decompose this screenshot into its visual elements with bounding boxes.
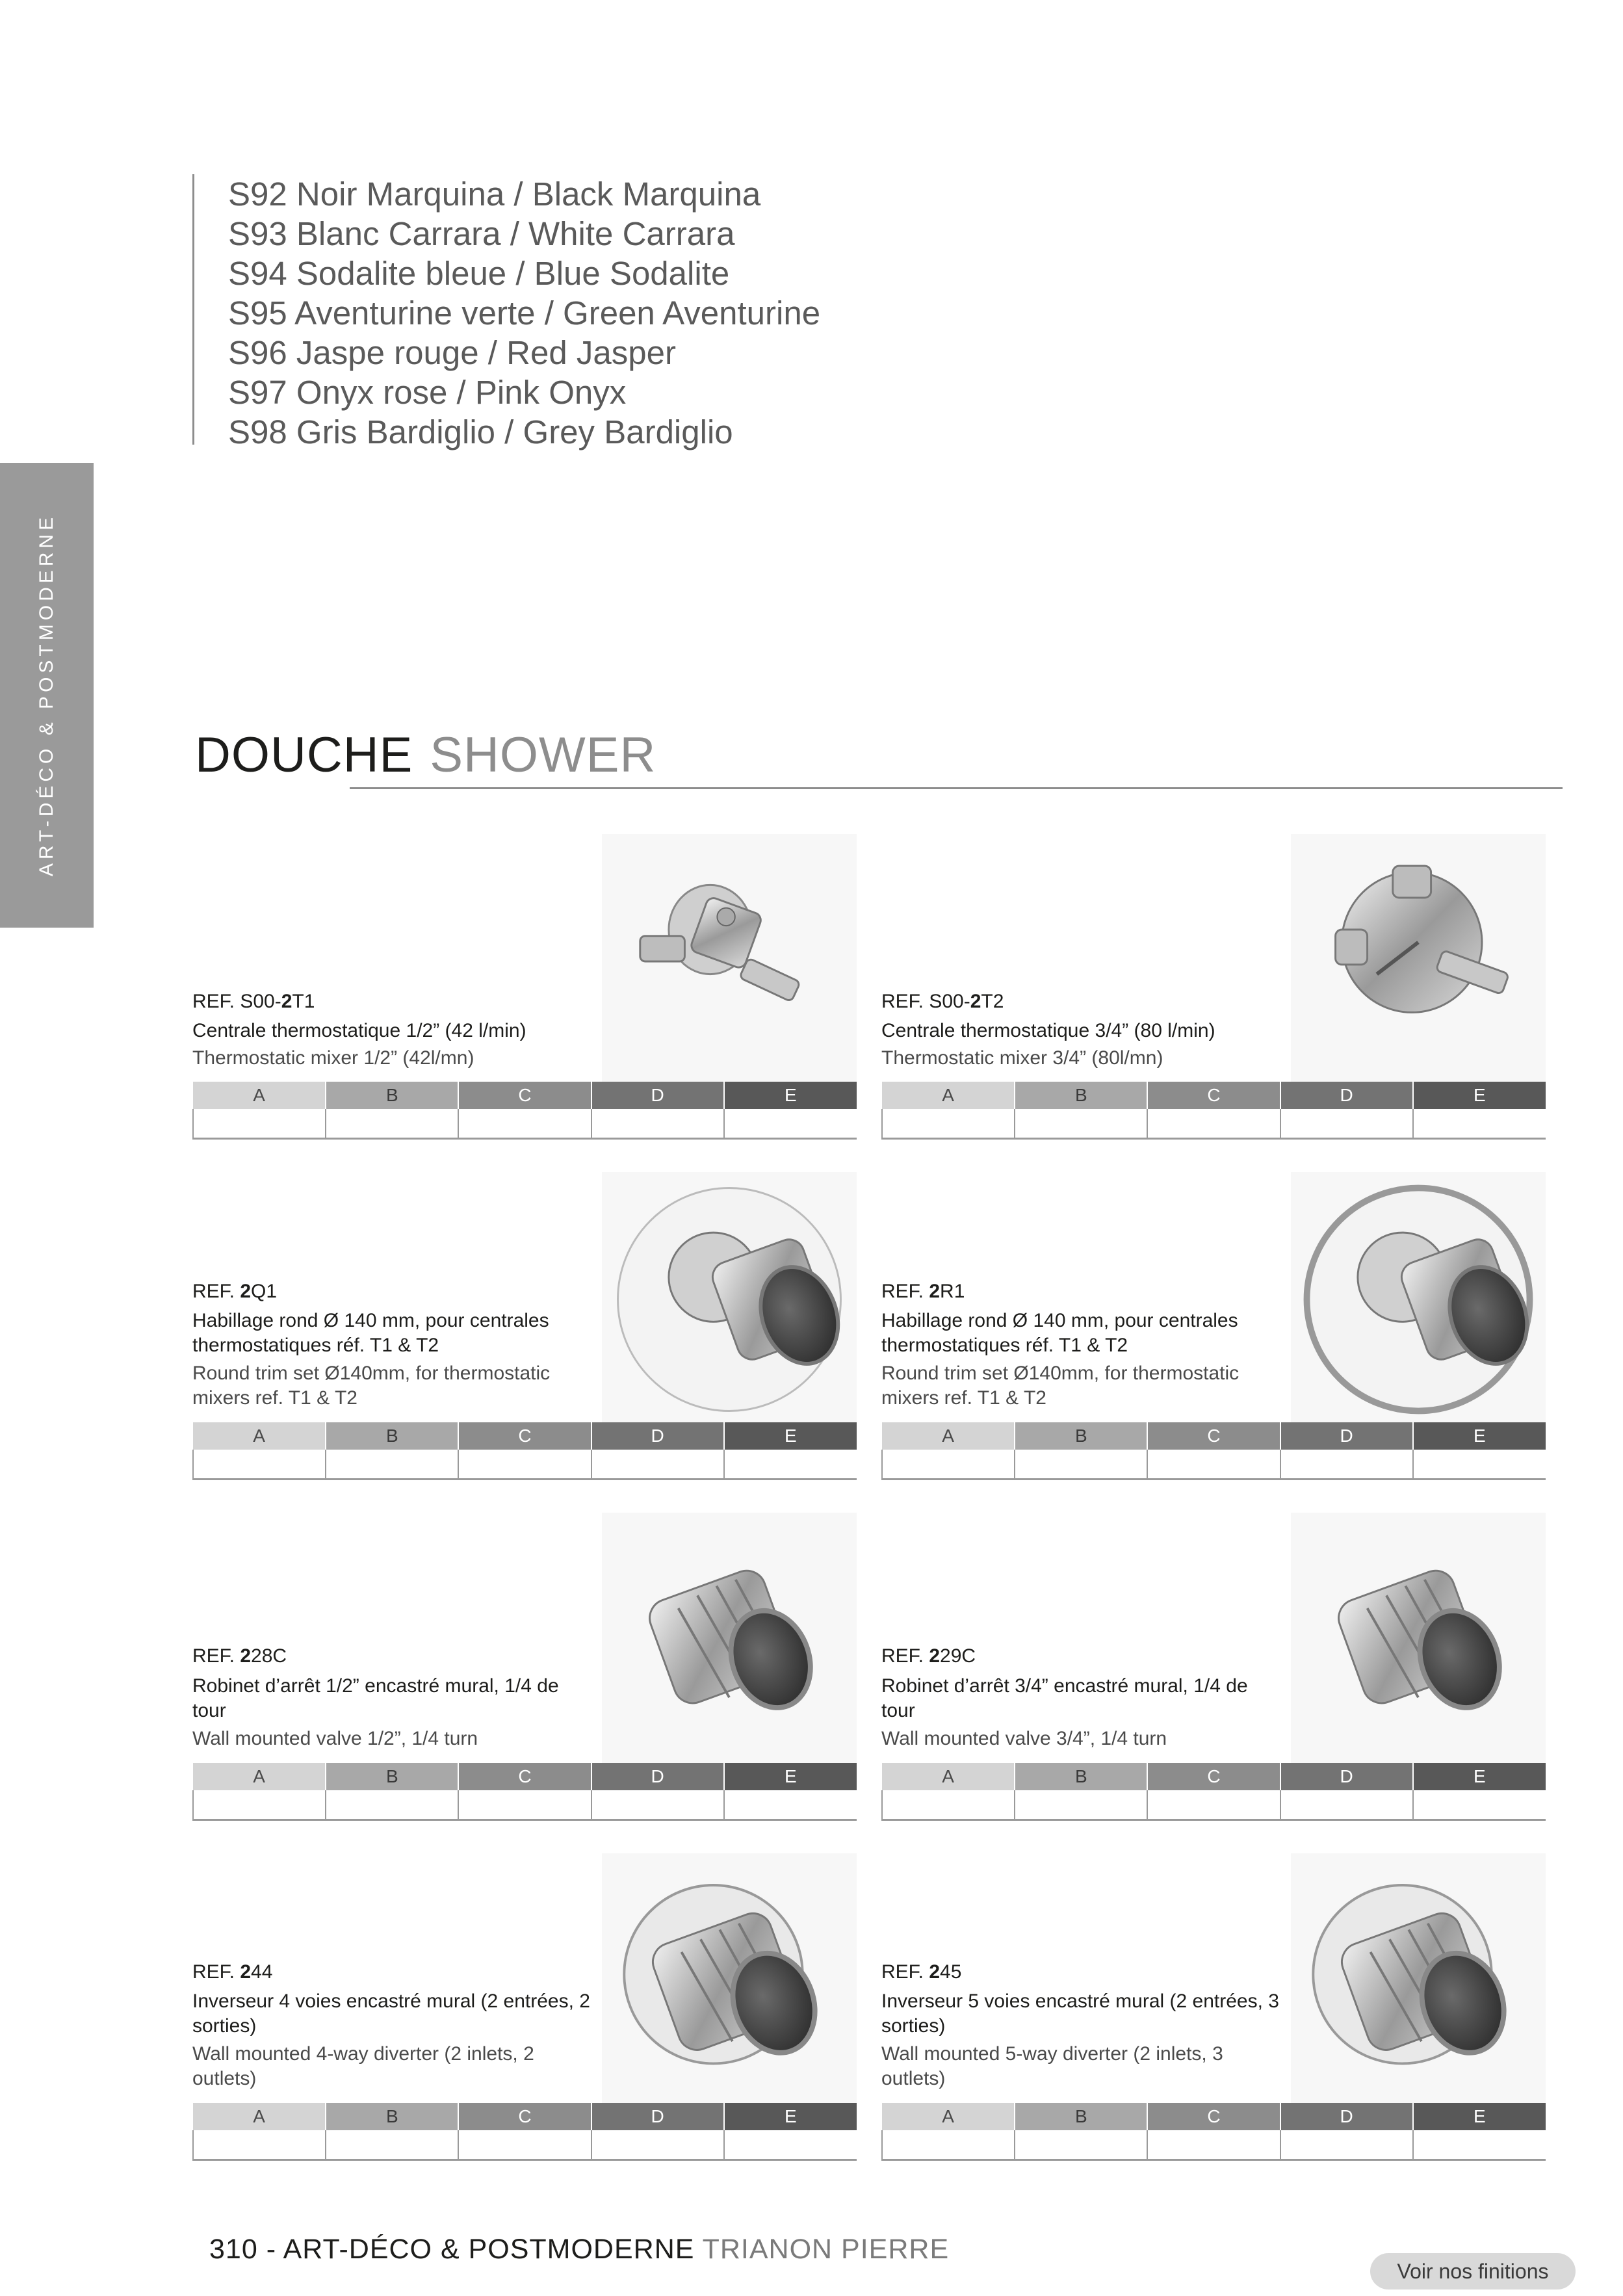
product-description-en: Wall mounted valve 3/4”, 1/4 turn (881, 1728, 1167, 1749)
product-image (602, 1853, 857, 2108)
side-tab-label: ART-DÉCO & POSTMODERNE (36, 513, 57, 877)
finish-cell[interactable] (1147, 2130, 1280, 2160)
finish-column-d: D (1280, 1422, 1413, 1450)
finish-column-c: C (1147, 1422, 1280, 1450)
product-image (602, 1513, 857, 1768)
ref-prefix: REF. (881, 1961, 929, 1983)
product-description-fr: Habillage rond Ø 140 mm, pour centrales thermostatiques réf. T1 & T2 (192, 1310, 549, 1356)
finish-cell[interactable] (1413, 2130, 1546, 2160)
side-tab (0, 463, 94, 928)
finish-item: S93 Blanc Carrara / White Carrara (228, 215, 735, 252)
finish-cell[interactable] (1015, 1109, 1147, 1139)
footer-section: - ART-DÉCO & POSTMODERNE (257, 2234, 695, 2265)
footer-page-info (209, 2234, 949, 2265)
section-title-fr: DOUCHE (195, 727, 413, 783)
finish-cell[interactable] (326, 1450, 458, 1480)
finish-cell[interactable] (1015, 1790, 1147, 1820)
finish-column-a: A (193, 1422, 326, 1450)
product-description-fr: Robinet d’arrêt 1/2” encastré mural, 1/4 de tour (192, 1675, 559, 1721)
product-description-en: Round trim set Ø140mm, for thermostatic mixers ref. T1 & T2 (881, 1363, 1240, 1409)
ref-bold: 2 (240, 1645, 252, 1667)
product-description-en: Wall mounted 5-way diverter (2 inlets, 3 outlets) (881, 2043, 1223, 2089)
footer-collection: TRIANON PIERRE (694, 2234, 950, 2265)
ref-prefix: REF. (881, 1281, 929, 1302)
ref-bold: 2 (929, 1645, 941, 1667)
product-description-en: Thermostatic mixer 1/2” (42l/mn) (192, 1047, 474, 1069)
finish-cell[interactable] (1015, 2130, 1147, 2160)
finish-cell[interactable] (1147, 1790, 1280, 1820)
finish-column-e: E (724, 1763, 857, 1790)
product-reference (881, 1281, 965, 1303)
finish-cell[interactable] (1147, 1109, 1280, 1139)
product-description-fr: Inverseur 5 voies encastré mural (2 entrées, 3 sorties) (881, 1990, 1279, 2037)
finish-cell[interactable] (193, 1790, 326, 1820)
ref-suffix: Q1 (251, 1281, 278, 1302)
finish-column-c: C (458, 1763, 591, 1790)
finish-column-a: A (882, 1082, 1015, 1109)
product-image (602, 834, 857, 1089)
finish-cell[interactable] (326, 1109, 458, 1139)
product-reference (192, 1961, 272, 1983)
product-description-fr: Centrale thermostatique 1/2” (42 l/min) (192, 1020, 526, 1041)
finish-column-d: D (1280, 2103, 1413, 2130)
ref-prefix: REF. (192, 1961, 240, 1983)
ref-bold: 2 (929, 1281, 941, 1302)
finish-cell[interactable] (458, 1450, 591, 1480)
finish-cell[interactable] (458, 1109, 591, 1139)
finish-cell[interactable] (193, 2130, 326, 2160)
finish-column-e: E (1413, 1422, 1546, 1450)
finish-column-c: C (1147, 1082, 1280, 1109)
finish-item: S96 Jaspe rouge / Red Jasper (228, 334, 676, 371)
finish-column-b: B (1015, 1422, 1147, 1450)
finish-column-d: D (591, 1422, 724, 1450)
finish-cell[interactable] (458, 2130, 591, 2160)
finish-cell[interactable] (326, 1790, 458, 1820)
finish-cell[interactable] (591, 1109, 724, 1139)
ref-bold: 2 (281, 991, 292, 1012)
finish-cell[interactable] (591, 2130, 724, 2160)
finish-cell[interactable] (724, 1450, 857, 1480)
finish-column-a: A (193, 2103, 326, 2130)
ref-prefix: REF. S00- (192, 991, 281, 1012)
ref-prefix: REF. (192, 1645, 240, 1667)
finish-column-e: E (724, 2103, 857, 2130)
finish-column-a: A (882, 2103, 1015, 2130)
ref-prefix: REF. (192, 1281, 240, 1302)
ref-bold: 2 (240, 1281, 252, 1302)
finish-cell[interactable] (882, 1109, 1015, 1139)
finish-cell[interactable] (193, 1109, 326, 1139)
finish-cell[interactable] (591, 1450, 724, 1480)
finish-table (881, 2103, 1546, 2161)
product-reference (881, 991, 1004, 1013)
ref-prefix: REF. (881, 1645, 929, 1667)
finish-table (881, 1763, 1546, 1821)
finish-table (192, 1082, 857, 1140)
finish-cell[interactable] (1413, 1109, 1546, 1139)
finish-column-c: C (458, 2103, 591, 2130)
product-reference (881, 1645, 976, 1667)
finish-column-b: B (1015, 1763, 1147, 1790)
finish-column-c: C (458, 1422, 591, 1450)
product-description-en: Wall mounted valve 1/2”, 1/4 turn (192, 1728, 478, 1749)
ref-suffix: R1 (940, 1281, 965, 1302)
product-image (602, 1172, 857, 1427)
ref-suffix: 45 (940, 1961, 962, 1983)
finish-column-c: C (1147, 2103, 1280, 2130)
finish-cell[interactable] (1413, 1790, 1546, 1820)
finish-cell[interactable] (882, 1790, 1015, 1820)
ref-suffix: T2 (981, 991, 1004, 1012)
finish-column-d: D (591, 1763, 724, 1790)
finish-cell[interactable] (1280, 1450, 1413, 1480)
finish-cell[interactable] (326, 2130, 458, 2160)
finish-table (192, 1422, 857, 1480)
finish-cell[interactable] (1015, 1450, 1147, 1480)
product-description-en: Thermostatic mixer 3/4” (80l/mn) (881, 1047, 1163, 1069)
product-image (1291, 834, 1546, 1089)
product-image (1291, 1853, 1546, 2108)
ref-bold: 2 (929, 1961, 941, 1983)
product-reference (881, 1961, 961, 1983)
finish-item: S94 Sodalite bleue / Blue Sodalite (228, 255, 730, 292)
finish-cell[interactable] (882, 2130, 1015, 2160)
finish-table (881, 1082, 1546, 1140)
ref-prefix: REF. S00- (881, 991, 970, 1012)
finish-column-a: A (882, 1422, 1015, 1450)
finish-column-d: D (591, 2103, 724, 2130)
product-image (1291, 1513, 1546, 1768)
finish-column-b: B (326, 1763, 458, 1790)
finish-cell[interactable] (724, 2130, 857, 2160)
product-image (1291, 1172, 1546, 1427)
finish-column-e: E (1413, 1082, 1546, 1109)
finish-item: S95 Aventurine verte / Green Aventurine (228, 294, 821, 332)
finish-column-d: D (1280, 1082, 1413, 1109)
finish-cell[interactable] (1280, 1790, 1413, 1820)
finish-column-a: A (193, 1082, 326, 1109)
finishes-list (192, 174, 821, 450)
product-reference (192, 1281, 277, 1303)
finish-column-b: B (1015, 1082, 1147, 1109)
product-description-fr: Centrale thermostatique 3/4” (80 l/min) (881, 1020, 1215, 1041)
product-reference (192, 1645, 287, 1667)
ref-suffix: 44 (251, 1961, 273, 1983)
product-reference (192, 991, 315, 1013)
ref-bold: 2 (240, 1961, 252, 1983)
finish-column-c: C (1147, 1763, 1280, 1790)
section-divider (350, 787, 1563, 789)
page-number: 310 (209, 2234, 258, 2265)
finish-cell[interactable] (1413, 1450, 1546, 1480)
finish-column-e: E (724, 1082, 857, 1109)
finish-column-e: E (1413, 2103, 1546, 2130)
finish-cell[interactable] (591, 1790, 724, 1820)
finish-table (192, 1763, 857, 1821)
ref-bold: 2 (970, 991, 981, 1012)
finish-cell[interactable] (724, 1790, 857, 1820)
finish-column-a: A (193, 1763, 326, 1790)
finish-column-b: B (326, 1422, 458, 1450)
finish-column-b: B (1015, 2103, 1147, 2130)
finish-table (881, 1422, 1546, 1480)
finish-column-d: D (591, 1082, 724, 1109)
view-finishes-button[interactable]: Voir nos finitions (1370, 2253, 1576, 2289)
finish-column-e: E (724, 1422, 857, 1450)
finish-cell[interactable] (193, 1450, 326, 1480)
ref-suffix: T1 (292, 991, 315, 1012)
product-description-en: Round trim set Ø140mm, for thermostatic mixers ref. T1 & T2 (192, 1363, 551, 1409)
finish-cell[interactable] (1280, 2130, 1413, 2160)
finish-cell[interactable] (1280, 1109, 1413, 1139)
finish-cell[interactable] (882, 1450, 1015, 1480)
finish-column-a: A (882, 1763, 1015, 1790)
finish-column-b: B (326, 2103, 458, 2130)
finish-item: S97 Onyx rose / Pink Onyx (228, 374, 627, 411)
finish-cell[interactable] (1147, 1450, 1280, 1480)
ref-suffix: 29C (940, 1645, 976, 1667)
ref-suffix: 28C (251, 1645, 287, 1667)
finish-table (192, 2103, 857, 2161)
section-title-en: SHOWER (430, 727, 656, 783)
finish-cell[interactable] (458, 1790, 591, 1820)
product-description-fr: Inverseur 4 voies encastré mural (2 entrées, 2 sorties) (192, 1990, 590, 2037)
finish-column-c: C (458, 1082, 591, 1109)
product-description-fr: Robinet d’arrêt 3/4” encastré mural, 1/4 de tour (881, 1675, 1248, 1721)
finish-column-e: E (1413, 1763, 1546, 1790)
finish-column-d: D (1280, 1763, 1413, 1790)
product-description-fr: Habillage rond Ø 140 mm, pour centrales thermostatiques réf. T1 & T2 (881, 1310, 1238, 1356)
finish-item: S98 Gris Bardiglio / Grey Bardiglio (228, 413, 733, 450)
finish-column-b: B (326, 1082, 458, 1109)
product-description-en: Wall mounted 4-way diverter (2 inlets, 2 outlets) (192, 2043, 534, 2089)
finish-cell[interactable] (724, 1109, 857, 1139)
section-title (195, 727, 656, 783)
finish-item: S92 Noir Marquina / Black Marquina (228, 176, 761, 213)
